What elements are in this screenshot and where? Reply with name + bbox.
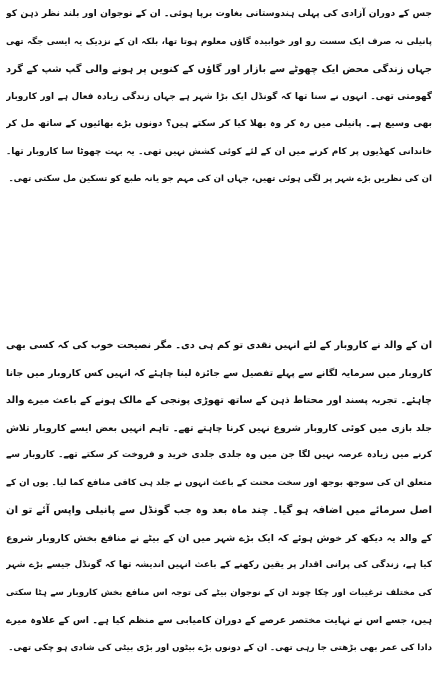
text-line: ہیں، جسے اس نے نہایت مختصر عرصے کے دوران کامیابی سے منظم کیا ہے۔ اس کے علاوہ میرے bbox=[6, 615, 432, 626]
text-line: چاہئے۔ تجربہ پسند اور محتاط ذہن کے ساتھ تھوڑی پونجی کے مالک ہونے کے باعث میرے والد bbox=[6, 395, 432, 406]
text-line: جس کے دوران آزادی کی پہلی ہندوستانی بغاوت برپا ہوئی۔ ان کے نوجوان اور بلند نظر ذہن کو bbox=[6, 9, 432, 19]
text-line: کاروبار میں سرمایہ لگانے سے پہلے تفصیل سے جائزہ لینا چاہئے کہ انہیں کس کاروبار میں جانا bbox=[6, 367, 432, 379]
text-line: کیا ہے، زندگی کی پرانی اقدار پر یقین رکھنے کے باعث انہیں اندیشہ تھا کہ گونڈل جیسے بڑے شہر bbox=[6, 560, 432, 570]
text-line: بھی وسیع ہے۔ پانیلی میں رہ کر وہ بھلا کیا کر سکتے ہیں؟ دونوں بڑے بھائیوں کے ساتھ مل کر bbox=[6, 119, 432, 129]
text-line: خاندانی کھڈیوں پر کام کرنے میں ان کے لئے کوئی کشش نہیں تھی۔ یہ بہت چھوٹا سا کاروبار تھا۔ bbox=[6, 146, 432, 157]
text-line: گھومتی تھی۔ انہوں نے سنا تھا کہ گونڈل ایک بڑا شہر ہے جہاں زندگی زیادہ فعال ہے اور کاروبار bbox=[6, 91, 432, 102]
text-line: کرنے میں زیادہ عرصہ نہیں لگا جن میں وہ جلدی جلدی خرید و فروخت کر سکتے تھے۔ کاروبار سے bbox=[6, 450, 432, 460]
text-line: دادا کی عمر بھی بڑھتی جا رہی تھی۔ ان کے دونوں بڑے بیٹوں اور بڑی بیٹی کی شادی ہو چکی تھی۔ bbox=[8, 642, 432, 653]
text-line: کے والد یہ دیکھ کر خوش ہوئے کہ ایک بڑے شہر میں ان کے بیٹے نے منافع بخش کاروبار شروع bbox=[6, 532, 432, 544]
text-line: پانیلی نہ صرف ایک سست رو اور خوابیدہ گاؤں معلوم ہوتا تھا، بلکہ ان کے نزدیک یہ ایسی جگہ تھی bbox=[6, 36, 432, 47]
paragraph-1 bbox=[6, 1, 432, 194]
text-line: متعلق ان کی سوجھ بوجھ اور سخت محنت کے باعث انہوں نے جلد ہی کافی منافع کما لیا۔ یوں ان کے bbox=[6, 477, 432, 488]
text-line: کی مختلف ترغیبات اور چکا چوند ان کے نوجوان بیٹے کی توجہ اس منافع بخش کاروبار سے ہٹا سکتی bbox=[6, 587, 432, 598]
paragraph-2 bbox=[6, 332, 432, 662]
text-line: جہاں زندگی محض ایک چھوٹے سے بازار اور گاؤں کے کنویں پر ہونے والی گپ شپ کے گرد bbox=[6, 64, 432, 75]
text-line: اصل سرمائے میں اضافہ ہو گیا۔ چند ماہ بعد وہ جب گونڈل سے پانیلی واپس آئے تو ان bbox=[6, 505, 432, 516]
text-line: ان کی نظریں بڑے شہر پر لگی ہوئی تھیں، جہاں ان کی مہم جو یانہ طبع کو تسکین مل سکتی تھی۔ bbox=[8, 174, 432, 184]
text-line: جلد بازی میں کوئی کاروبار شروع نہیں کرنا چاہتے تھے۔ تاہم انہیں بعض ایسے کاروبار تلاش bbox=[6, 422, 432, 434]
text-line: ان کے والد نے کاروبار کے لئے انہیں نقدی تو کم ہی دی۔ مگر نصیحت خوب کی کہ کسی بھی bbox=[6, 340, 432, 351]
